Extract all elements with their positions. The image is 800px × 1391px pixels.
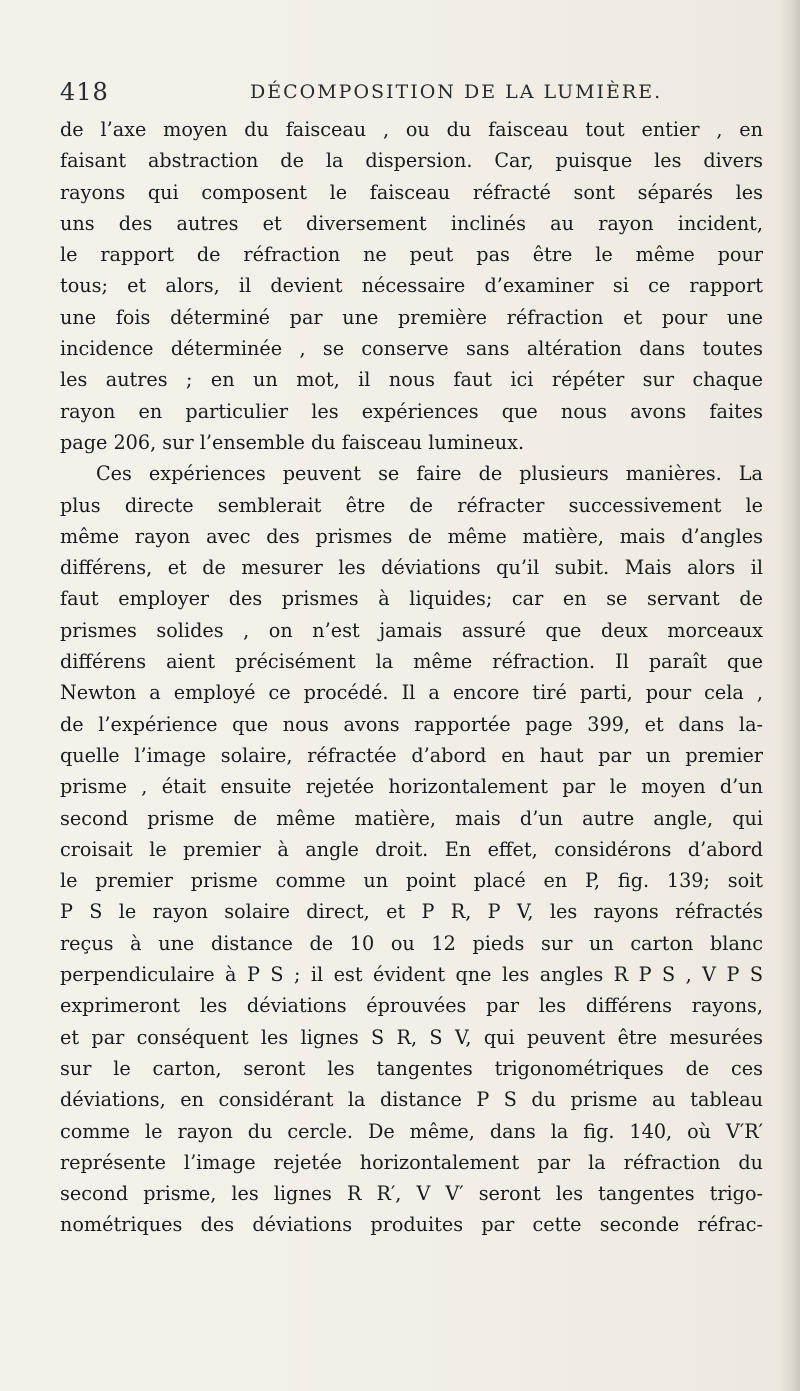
text-line: différens aient précisément la même réfraction. Il paraît que (60, 650, 763, 674)
body-text (60, 114, 763, 1241)
page-number: 418 (60, 78, 109, 106)
text-line: page 206, sur l’ensemble du faisceau lumineux. (60, 430, 525, 454)
text-line: sur le carton, seront les tangentes trigonométriques de ces (60, 1056, 763, 1080)
text-line: rayon en particulier les expériences que nous avons faites (60, 399, 763, 423)
text-line: déviations, en considérant la distance P S du prisme au tableau (60, 1088, 763, 1112)
text-line: le rapport de réfraction ne peut pas être le même pour (60, 243, 763, 267)
text-line: quelle l’image solaire, réfractée d’abord en haut par un premier (60, 743, 763, 767)
text-line: une fois déterminé par une première réfraction et pour une (60, 305, 763, 329)
text-line: exprimeront les déviations éprouvées par les différens rayons, (60, 994, 763, 1018)
text-line: prismes solides , on n’est jamais assuré que deux morceaux (60, 618, 763, 642)
text-line: le premier prisme comme un point placé en P, fig. 139; soit (60, 869, 763, 893)
text-line: second prisme, les lignes R R′, V V′ seront les tangentes trigo- (60, 1182, 763, 1206)
text-line: P S le rayon solaire direct, et P R, P V, les rayons réfractés (60, 900, 763, 924)
text-line: représente l’image rejetée horizontalement par la réfraction du (60, 1150, 763, 1174)
text-line: de l’expérience que nous avons rapportée page 399, et dans la- (60, 712, 763, 736)
text-line: rayons qui composent le faisceau réfracté sont séparés les (60, 180, 763, 204)
text-line: plus directe semblerait être de réfracter successivement le (60, 493, 763, 517)
text-line: Ces expériences peuvent se faire de plusieurs manières. La (96, 462, 763, 486)
text-line: nométriques des déviations produites par cette seconde réfrac- (60, 1213, 763, 1237)
text-line: Newton a employé ce procédé. Il a encore tiré parti, pour cela , (60, 681, 763, 705)
text-line: même rayon avec des prismes de même matière, mais d’angles (60, 524, 763, 548)
text-line: prisme , était ensuite rejetée horizontalement par le moyen d’un (60, 775, 763, 799)
text-line: comme le rayon du cercle. De même, dans la fig. 140, où V′R′ (60, 1119, 763, 1143)
text-line: incidence déterminée , se conserve sans altération dans toutes (60, 337, 763, 361)
text-line: uns des autres et diversement inclinés au rayon incident, (60, 211, 763, 235)
text-line: et par conséquent les lignes S R, S V, qui peuvent être mesurées (60, 1025, 763, 1049)
text-line: perpendiculaire à P S ; il est évident qne les angles R P S , V P S (60, 963, 763, 987)
text-line: reçus à une distance de 10 ou 12 pieds sur un carton blanc (60, 931, 763, 955)
text-line: faut employer des prismes à liquides; car en se servant de (60, 587, 763, 611)
text-line: croisait le premier à angle droit. En effet, considérons d’abord (60, 837, 763, 861)
text-line: de l’axe moyen du faisceau , ou du faisceau tout entier , en (60, 118, 763, 141)
text-line: faisant abstraction de la dispersion. Car, puisque les divers (60, 149, 763, 173)
page-gutter-shadow (778, 0, 800, 1391)
text-line: second prisme de même matière, mais d’un autre angle, qui (60, 806, 763, 830)
page-header (60, 78, 760, 112)
text-line: les autres ; en un mot, il nous faut ici répéter sur chaque (60, 368, 763, 392)
running-title: DÉCOMPOSITION DE LA LUMIÈRE. (250, 81, 663, 103)
text-line: tous; et alors, il devient nécessaire d’examiner si ce rapport (60, 274, 763, 298)
text-line: différens, et de mesurer les déviations qu’il subit. Mais alors il (60, 556, 763, 580)
